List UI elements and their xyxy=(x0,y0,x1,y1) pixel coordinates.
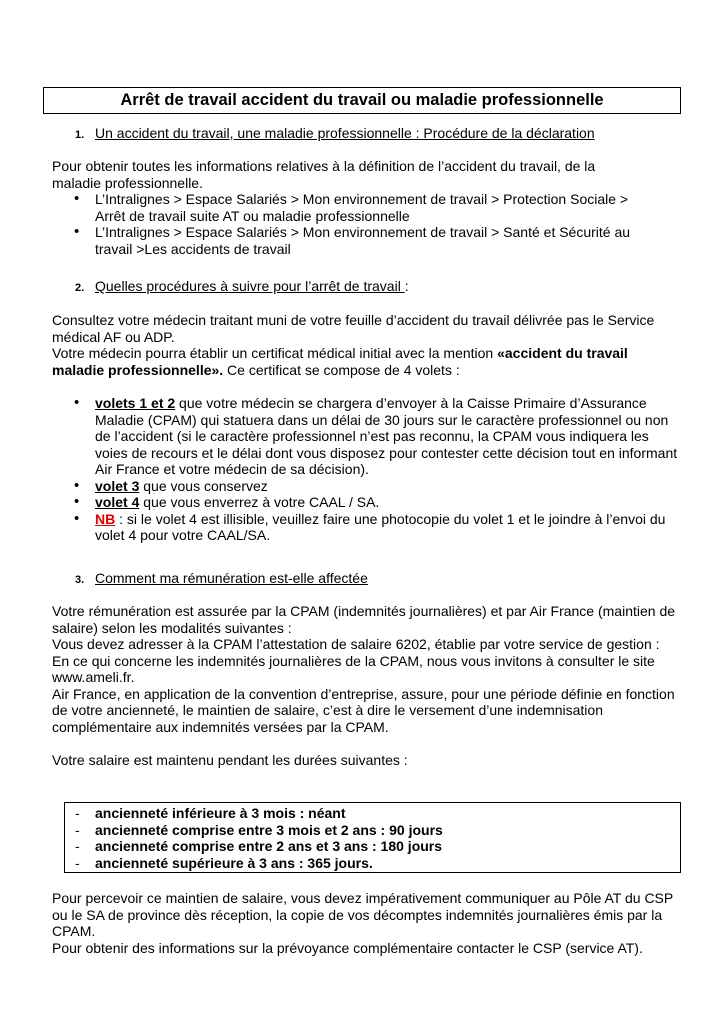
section3-body xyxy=(52,603,682,769)
section3-para5: Votre salaire est maintenu pendant les durées suivantes : xyxy=(52,752,408,768)
section1-intro xyxy=(52,158,632,257)
section2-heading-text: Quelles procédures à suivre pour l’arrêt de travail xyxy=(95,278,405,294)
section1-bullet-text: L’Intralignes > Espace Salariés > Mon environnement de travail > Santé et Sécurité au travail >Les accidents de travail xyxy=(95,224,631,257)
duration-text: ancienneté comprise entre 3 mois et 2 ans : 90 jours xyxy=(95,821,443,838)
section2-para2 xyxy=(52,345,682,378)
nb-item xyxy=(52,511,682,544)
section3-closing xyxy=(52,890,682,956)
section2-para2-start: Votre médecin pourra établir un certificat médical initial avec la mention xyxy=(52,345,498,361)
section2-para2-end: Ce certificat se compose de 4 volets : xyxy=(223,361,460,378)
section1-heading-text: Un accident du travail, une maladie professionnelle : Procédure de la déclaration xyxy=(95,125,595,141)
volets-1-2-item xyxy=(52,395,682,478)
nb-label: NB xyxy=(95,510,116,527)
duration-item xyxy=(75,805,680,822)
volet-3-item xyxy=(52,478,682,495)
section1-bullet-item xyxy=(52,191,632,224)
section1-bullet-text: L’Intralignes > Espace Salariés > Mon environnement de travail > Protection Sociale > Arrêt de travail suite AT ou maladie professionnelle xyxy=(95,191,629,224)
dash: - xyxy=(75,838,80,854)
section1-number: 1. xyxy=(75,129,85,141)
section2-para1: Consultez votre médecin traitant muni de votre feuille d’accident du travail délivrée pas le Service médical AF ou ADP. xyxy=(52,312,655,345)
section2-heading-colon: : xyxy=(404,278,409,294)
document-title xyxy=(43,87,681,114)
section2-para2-bold: «accident du travail maladie professionnelle». xyxy=(52,345,628,378)
volet-4-text: que vous enverrez à votre CAAL / SA. xyxy=(139,494,380,510)
section3-para2: Vous devez adresser à la CPAM l’attestation de salaire 6202, établie par votre service de gestion : xyxy=(52,636,660,652)
section3-para1: Votre rémunération est assurée par la CPAM (indemnités journalières) et par Air France (maintien de salaire) selon les modalités suivantes : xyxy=(52,603,676,636)
section2-heading xyxy=(75,278,675,297)
section3-para6: Pour percevoir ce maintien de salaire, vous devez impérativement communiquer au Pôle AT du CSP ou le SA de province dès réception, la copie de vos décomptes indemnités journalières émis par la CPAM. xyxy=(52,890,673,939)
section1-bullet-list xyxy=(52,191,632,257)
section1-heading xyxy=(75,125,675,144)
section3-para4: Air France, en application de la convention d’entreprise, assure, pour une période définie en fonction de votre ancienneté, le maintien de salaire, c’est à dire le versement d’une indemnisation complémentaire aux indemnités versées par la CPAM. xyxy=(52,685,675,735)
duration-item xyxy=(75,855,680,872)
volet-4-label: volet 4 xyxy=(95,494,140,510)
dash: - xyxy=(75,821,80,838)
section3-heading-text: Comment ma rémunération est-elle affectée xyxy=(95,570,368,586)
salary-durations-box xyxy=(64,802,681,873)
duration-text: ancienneté supérieure à 3 ans : 365 jours. xyxy=(95,854,373,871)
section1-bullet-item xyxy=(52,224,632,257)
volets-1-2-label: volets 1 et 2 xyxy=(95,395,176,411)
duration-text: ancienneté comprise entre 2 ans et 3 ans : 180 jours xyxy=(95,838,443,854)
duration-text: ancienneté inférieure à 3 mois : néant xyxy=(95,805,346,821)
volet-3-label: volet 3 xyxy=(95,477,140,494)
section3-number: 3. xyxy=(75,574,85,586)
section1-intro-text: Pour obtenir toutes les informations relatives à la définition de l’accident du travail, de la maladie professionnelle. xyxy=(52,158,596,191)
volet-4-item xyxy=(52,494,682,511)
volets-1-2-text: que votre médecin se chargera d’envoyer à la Caisse Primaire d’Assurance Maladie (CPAM) qui statuera dans un délai de 30 jours sur le caractère professionnel ou non de l’accident (si le caractère professionnel n’est pas reconnu, la CPAM vous indiquera les voies de recours et le délai dont vous disposez pour contester cette décision tout en informant Air France et votre médecin de sa décision). xyxy=(95,395,678,477)
section2-body xyxy=(52,312,682,544)
section3-heading xyxy=(75,570,675,589)
document-title-text: Arrêt de travail accident du travail ou maladie professionnelle xyxy=(120,91,604,110)
dash: - xyxy=(75,854,80,871)
dash: - xyxy=(75,805,80,821)
volet-3-text: que vous conservez xyxy=(139,477,268,494)
section2-number: 2. xyxy=(75,282,85,294)
duration-item xyxy=(75,838,680,855)
section3-para3: En ce qui concerne les indemnités journalières de la CPAM, nous vous invitons à consulter le site www.ameli.fr. xyxy=(52,652,655,685)
section2-bullet-list xyxy=(52,395,682,544)
duration-item xyxy=(75,822,680,839)
nb-text: : si le volet 4 est illisible, veuillez faire une photocopie du volet 1 et le joindre à l’envoi du volet 4 pour votre CAAL/SA. xyxy=(95,510,666,543)
section3-para7: Pour obtenir des informations sur la prévoyance complémentaire contacter le CSP (service AT). xyxy=(52,939,643,956)
